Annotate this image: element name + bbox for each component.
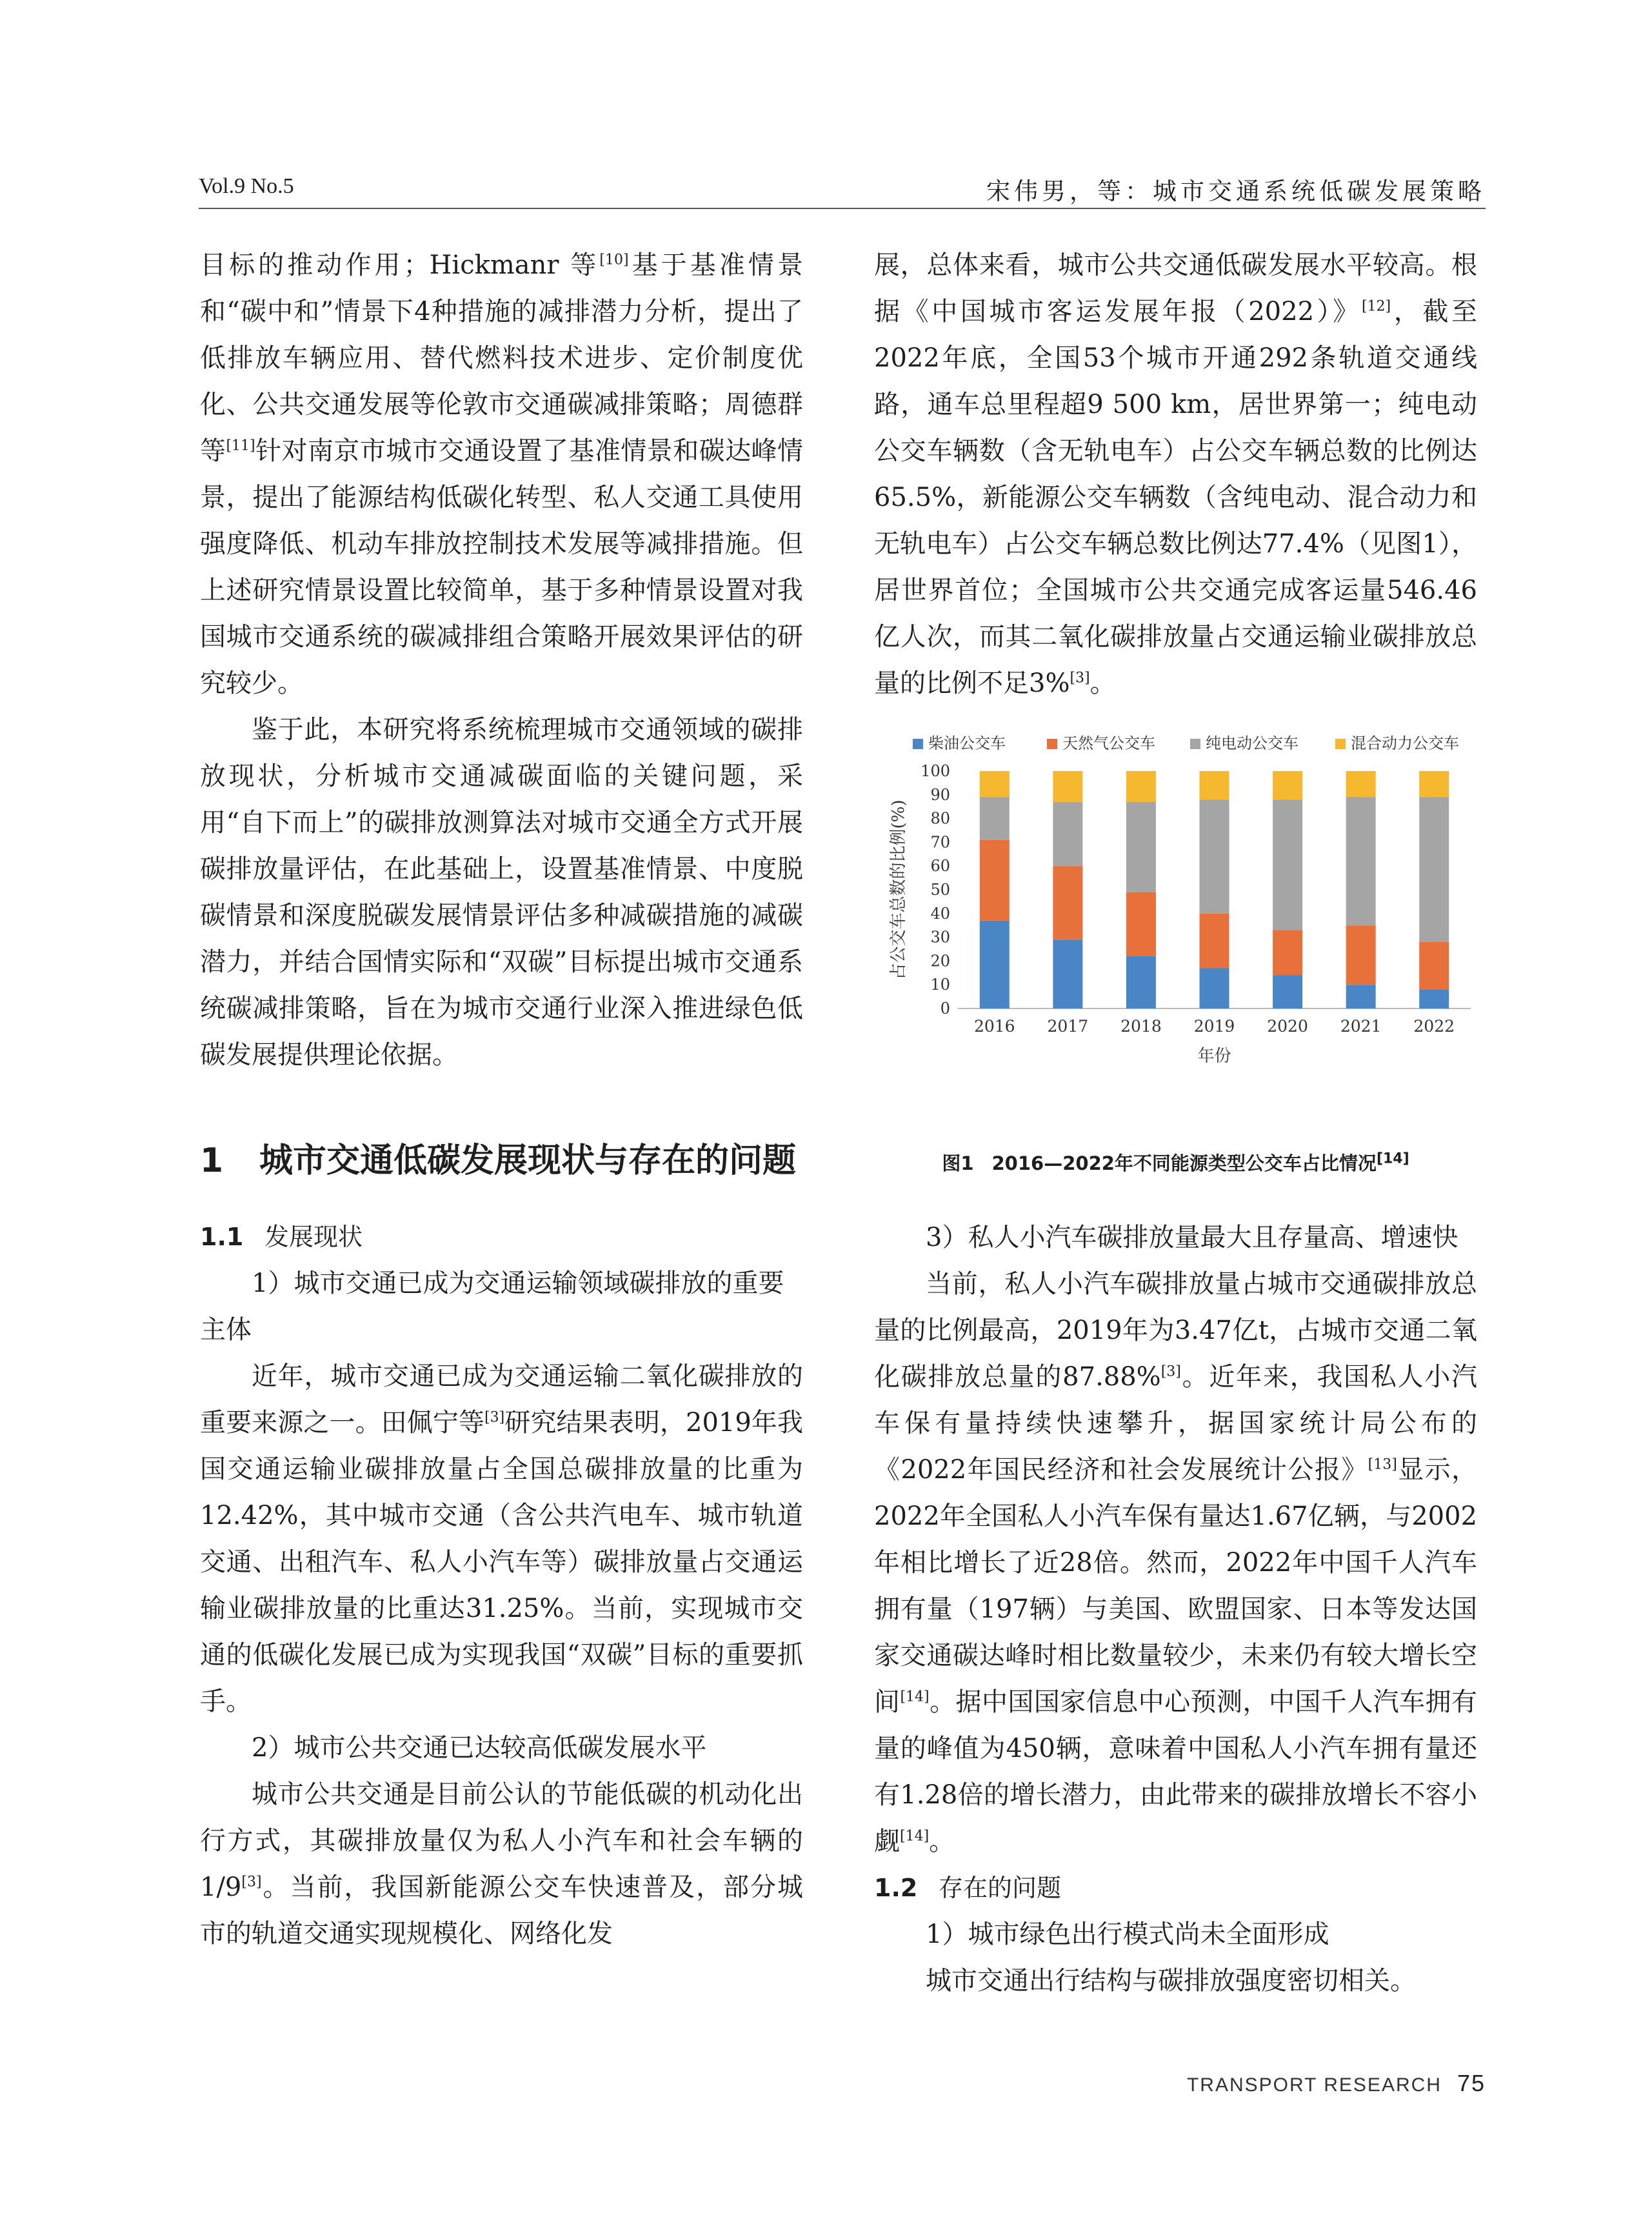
right-paragraph-2: 当前，私人小汽车碳排放量占城市交通碳排放总量的比例最高，2019年为3.47亿t，占城市交通二氧化碳排放总量的87.88%[3]。近年来，我国私人小汽车保有量持续快速攀升，据国家统计局公布的《2022年国民经济和社会发展统计公报》[13]显示，2022年全国私人小汽车保有量达1.67亿辆，与2002年相比增长了近28倍。然而，2022年中国千人汽车拥有量（197辆）与美国、欧盟国家、日本等发达国家交通碳达峰时相比数量较少，未来仍有较大增长空间[14]。据中国国家信息中心预测，中国千人汽车拥有量的峰值为450辆，意味着中国私人小汽车拥有量还有1.28倍的增长潜力，由此带来的碳排放增长不容小觑[14]。 xyxy=(874,1269,1478,1856)
bar-segment xyxy=(1200,914,1229,968)
legend-label: 纯电动公交车 xyxy=(1206,734,1299,752)
page-number: 75 xyxy=(1457,2070,1486,2096)
subsection-title: 存在的问题 xyxy=(939,1874,1062,1902)
citation-ref: [3] xyxy=(1070,670,1090,687)
subtopic-4: 1）城市绿色出行模式尚未全面形成 xyxy=(926,1920,1329,1949)
legend-label: 柴油公交车 xyxy=(928,734,1006,752)
bar-segment xyxy=(1419,942,1449,990)
y-tick-label: 50 xyxy=(930,881,950,899)
bar-segment xyxy=(1346,771,1376,797)
y-tick-label: 0 xyxy=(940,999,950,1018)
bar-segment xyxy=(1346,985,1376,1008)
subtopic-3: 3）私人小汽车碳排放量最大且存量高、增速快 xyxy=(926,1223,1458,1252)
subsection-heading-1-2 xyxy=(874,1865,1477,1911)
figure-caption xyxy=(874,1149,1477,1176)
bar-segment xyxy=(1126,802,1156,892)
x-axis-label: 年份 xyxy=(1197,1047,1231,1066)
y-tick-label: 20 xyxy=(930,952,950,970)
y-tick-label: 10 xyxy=(930,976,950,994)
journal-name: TRANSPORT RESEARCH xyxy=(1186,2074,1442,2096)
right-paragraph-3: 城市交通出行结构与碳排放强度密切相关。 xyxy=(926,1966,1416,1996)
bar-segment xyxy=(1126,956,1156,1008)
bar-segment xyxy=(1346,797,1376,925)
legend-swatch xyxy=(1190,739,1200,749)
subtopic-2: 2）城市公共交通已达较高低碳发展水平 xyxy=(252,1733,707,1763)
bar-segment xyxy=(1273,930,1302,976)
bar-segment xyxy=(980,797,1010,839)
right-paragraph-1: 展，总体来看，城市公共交通低碳发展水平较高。根据《中国城市客运发展年报（2022）》[12]，截至2022年底，全国53个城市开通292条轨道交通线路，通车总里程超9 500 km，居世界第一；纯电动公交车辆数（含无轨电车）占公交车辆总数的比例达65.5%，新能源公交车辆数（含纯电动、混合动力和无轨电车）占公交车辆总数比例达77.4%（见图1），居世界首位；全国城市公共交通完成客运量546.46亿人次，而其二氧化碳排放量占交通运输业碳排放总量的比例不足3%[3]。 xyxy=(874,250,1478,698)
figure-1 xyxy=(874,732,1477,1145)
subsection-number: 1.2 xyxy=(874,1874,918,1902)
section-title: 城市交通低碳发展现状与存在的问题 xyxy=(259,1141,797,1180)
legend-label: 混合动力公交车 xyxy=(1351,734,1459,752)
legend-swatch xyxy=(1047,739,1057,749)
x-tick-label: 2017 xyxy=(1047,1017,1089,1036)
page-footer xyxy=(1187,2070,1486,2097)
bar-segment xyxy=(1053,939,1082,1008)
citation-ref: [14] xyxy=(900,1828,930,1845)
bar-segment xyxy=(1273,975,1302,1008)
y-tick-label: 40 xyxy=(930,904,950,923)
bar-segment xyxy=(980,840,1010,921)
bar-segment xyxy=(1200,968,1229,1008)
bar-segment xyxy=(1346,925,1376,985)
page-header xyxy=(199,169,1486,209)
legend-label: 天然气公交车 xyxy=(1062,734,1155,752)
bar-segment xyxy=(1126,771,1156,802)
y-tick-label: 80 xyxy=(930,809,950,828)
bar-segment xyxy=(1053,771,1082,802)
subsection-number: 1.1 xyxy=(200,1223,244,1251)
caption-number: 图1 xyxy=(942,1152,974,1174)
caption-text: 2016—2022年不同能源类型公交车占比情况[14] xyxy=(991,1150,1409,1174)
x-tick-label: 2021 xyxy=(1340,1017,1382,1036)
y-axis-label: 占公交车总数的比例(%) xyxy=(889,799,908,980)
x-tick-label: 2022 xyxy=(1413,1017,1455,1036)
running-title: 宋伟男，等：城市交通系统低碳发展策略 xyxy=(986,177,1486,205)
y-tick-label: 60 xyxy=(930,857,950,876)
bar-segment xyxy=(1273,771,1302,799)
citation-ref: [14] xyxy=(1376,1150,1409,1167)
left-paragraph-1: 目标的推动作用；Hickmanr 等[10]基于基准情景和“碳中和”情景下4种措施的减排潜力分析，提出了低排放车辆应用、替代燃料技术进步、定价制度优化、公共交通发展等伦敦市交通碳减排策略；周德群等[11]针对南京市城市交通设置了基准情景和碳达峰情景，提出了能源结构低碳化转型、私人交通工具使用强度降低、机动车排放控制技术发展等减排措施。但上述研究情景设置比较简单，基于多种情景设置对我国城市交通系统的碳减排组合策略开展效果评估的研究较少。 xyxy=(200,250,804,698)
left-paragraph-2: 鉴于此，本研究将系统梳理城市交通领域的碳排放现状，分析城市交通减碳面临的关键问题，采用“自下而上”的碳排放测算法对城市交通全方式开展碳排放量评估，在此基础上，设置基准情景、中度脱碳情景和深度脱碳发展情景评估多种减碳措施的减碳潜力，并结合国情实际和“双碳”目标提出城市交通系统碳减排策略，旨在为城市交通行业深入推进绿色低碳发展提供理论依据。 xyxy=(200,715,803,1070)
citation-ref: [3] xyxy=(484,1409,505,1426)
subtopic-1: 1）城市交通已成为交通运输领域碳排放的重要主体 xyxy=(200,1268,784,1345)
left-paragraph-4: 城市公共交通是目前公认的节能低碳的机动化出行方式，其碳排放量仅为私人小汽车和社会车辆的1/9[3]。当前，我国新能源公交车快速普及，部分城市的轨道交通实现规模化、网络化发 xyxy=(200,1780,803,1949)
legend-swatch xyxy=(1335,739,1346,749)
section-heading-1 xyxy=(200,1134,803,1188)
bar-segment xyxy=(1200,799,1229,914)
citation-ref: [11] xyxy=(226,437,255,454)
subsection-title: 发展现状 xyxy=(264,1223,363,1251)
left-paragraph-3: 近年，城市交通已成为交通运输二氧化碳排放的重要来源之一。田佩宁等[3]研究结果表明，2019年我国交通运输业碳排放量占全国总碳排放量的比重为12.42%，其中城市交通（含公共汽电车、城市轨道交通、出租汽车、私人小汽车等）碳排放量占交通运输业碳排放量的比重达31.25%。当前，实现城市交通的低碳化发展已成为实现我国“双碳”目标的重要抓手。 xyxy=(200,1361,804,1716)
stacked-bar-chart xyxy=(874,732,1477,1145)
y-tick-label: 90 xyxy=(930,785,950,804)
left-column xyxy=(200,242,803,1957)
volume-label: Vol.9 No.5 xyxy=(199,174,294,198)
citation-ref: [13] xyxy=(1368,1456,1397,1473)
x-tick-label: 2016 xyxy=(973,1017,1015,1036)
right-column xyxy=(874,242,1477,2004)
legend-swatch xyxy=(913,739,923,749)
bar-segment xyxy=(1419,990,1449,1008)
citation-ref: [14] xyxy=(900,1689,930,1705)
x-tick-label: 2019 xyxy=(1193,1017,1235,1036)
citation-ref: [10] xyxy=(599,252,629,268)
bar-segment xyxy=(1053,866,1082,939)
bar-segment xyxy=(980,921,1010,1008)
x-tick-label: 2020 xyxy=(1267,1017,1308,1036)
bar-segment xyxy=(1419,797,1449,941)
citation-ref: [12] xyxy=(1361,298,1391,315)
bar-segment xyxy=(980,771,1010,797)
y-tick-label: 30 xyxy=(930,928,950,947)
bar-segment xyxy=(1273,799,1302,930)
y-tick-label: 100 xyxy=(921,762,950,780)
subsection-heading-1-1 xyxy=(200,1214,803,1260)
bar-segment xyxy=(1419,771,1449,797)
y-tick-label: 70 xyxy=(930,833,950,852)
bar-segment xyxy=(1126,892,1156,956)
citation-ref: [3] xyxy=(1160,1363,1181,1380)
x-tick-label: 2018 xyxy=(1120,1017,1162,1036)
section-number: 1 xyxy=(200,1141,224,1180)
bar-segment xyxy=(1200,771,1229,799)
citation-ref: [3] xyxy=(241,1874,262,1890)
bar-segment xyxy=(1053,802,1082,866)
